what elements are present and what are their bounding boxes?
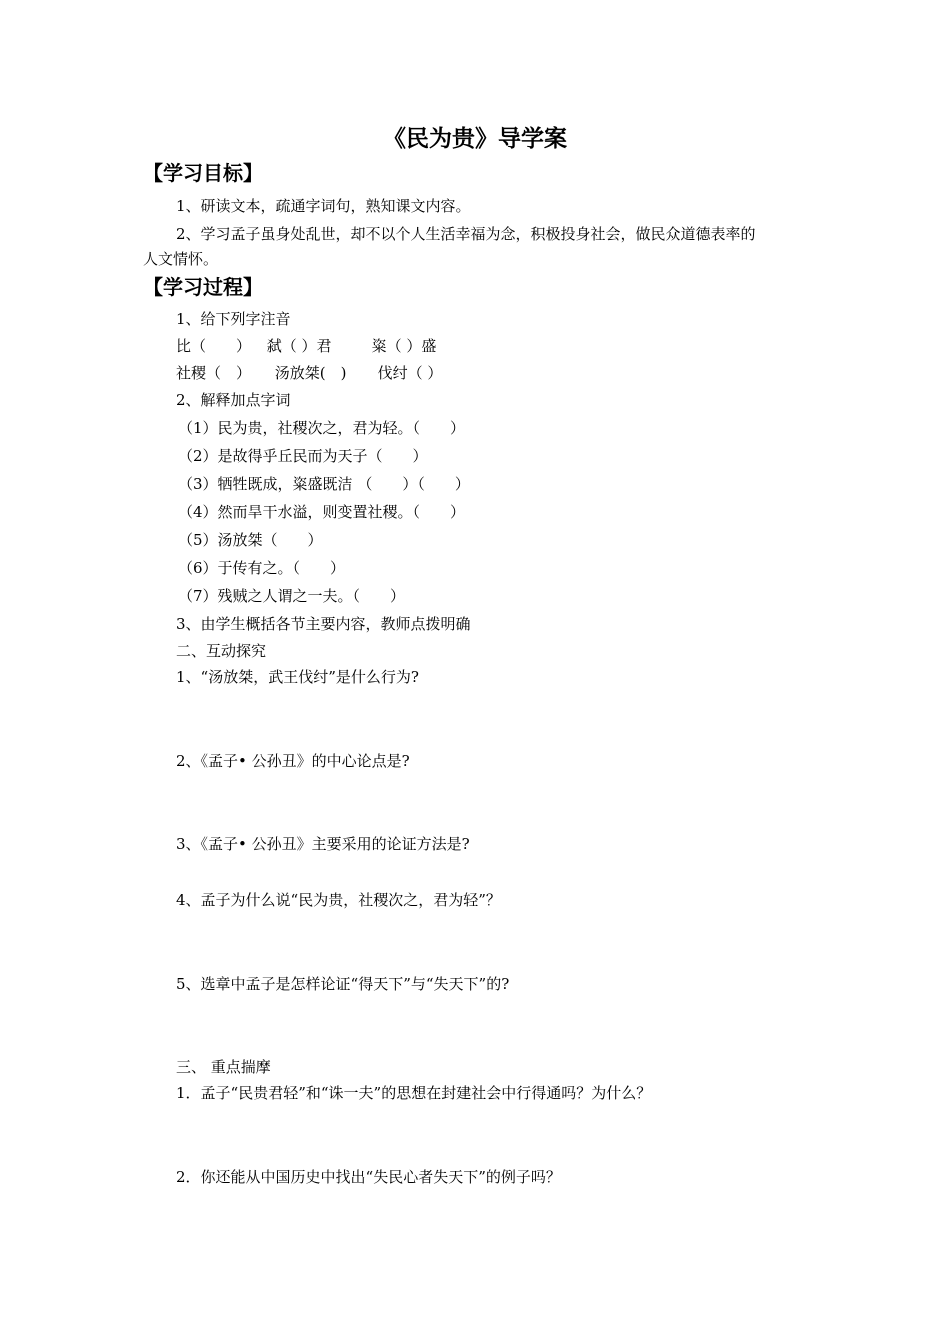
vocab-item-1: （1）民为贵，社稷次之，君为轻。（ ） — [178, 419, 466, 437]
goal-2-line-1: 2、学习孟子虽身处乱世，却不以个人生活幸福为念，积极投身社会，做民众道德表率的 — [176, 225, 756, 243]
explore-question-4: 4、孟子为什么说“民为贵，社稷次之，君为轻”？ — [176, 891, 501, 909]
pinyin-item: 伐纣（ ） — [377, 364, 443, 382]
explore-question-3: 3、《孟子• 公孙丑》主要采用的论证方法是? — [176, 835, 470, 853]
question-2-title: 2、解释加点字词 — [176, 391, 291, 409]
pinyin-row-1 — [176, 336, 436, 356]
vocab-item-4: （4）然而旱干水溢，则变置社稷。（ ） — [178, 503, 466, 521]
explore-question-1: 1、“汤放桀，武王伐纣”是什么行为? — [176, 668, 419, 686]
explore-question-5: 5、选章中孟子是怎样论证“得天下”与“失天下”的? — [176, 975, 510, 993]
section-heading-goals: 【学习目标】 — [143, 161, 263, 185]
goal-1: 1、研读文本，疏通字词句，熟知课文内容。 — [176, 197, 471, 215]
vocab-item-6: （6）于传有之。（ ） — [178, 559, 346, 577]
explore-question-2: 2、《孟子• 公孙丑》的中心论点是? — [176, 752, 410, 770]
question-1-title: 1、给下列字注音 — [176, 310, 291, 328]
pinyin-item: 弑（ ）君 — [266, 337, 332, 355]
question-3-title: 3、由学生概括各节主要内容，教师点拨明确 — [176, 615, 471, 633]
section-heading-explore: 二、互动探究 — [176, 642, 267, 660]
goal-2-line-2: 人文情怀。 — [143, 250, 219, 268]
vocab-item-2: （2）是故得乎丘民而为天子（ ） — [178, 447, 428, 465]
section-heading-process: 【学习过程】 — [143, 275, 263, 299]
pinyin-row-2 — [176, 363, 442, 383]
focus-question-2: 2．你还能从中国历史中找出“失民心者失天下”的例子吗？ — [176, 1168, 561, 1186]
pinyin-item: 社稷（ ） — [176, 364, 252, 382]
document-title: 《民为贵》导学案 — [383, 126, 567, 152]
vocab-item-3: （3）牺牲既成，粢盛既洁 （ ）（ ） — [178, 475, 470, 493]
vocab-item-5: （5）汤放桀（ ） — [178, 531, 323, 549]
vocab-item-7: （7）残贼之人谓之一夫。（ ） — [178, 587, 406, 605]
pinyin-item: 比（ ） — [176, 337, 252, 355]
focus-question-1: 1．孟子“民贵君轻”和“诛一夫”的思想在封建社会中行得通吗？为什么？ — [176, 1084, 652, 1102]
pinyin-item: 汤放桀( ) — [274, 364, 347, 382]
section-heading-focus: 三、 重点揣摩 — [176, 1058, 271, 1076]
pinyin-item: 粢（ ）盛 — [371, 337, 437, 355]
